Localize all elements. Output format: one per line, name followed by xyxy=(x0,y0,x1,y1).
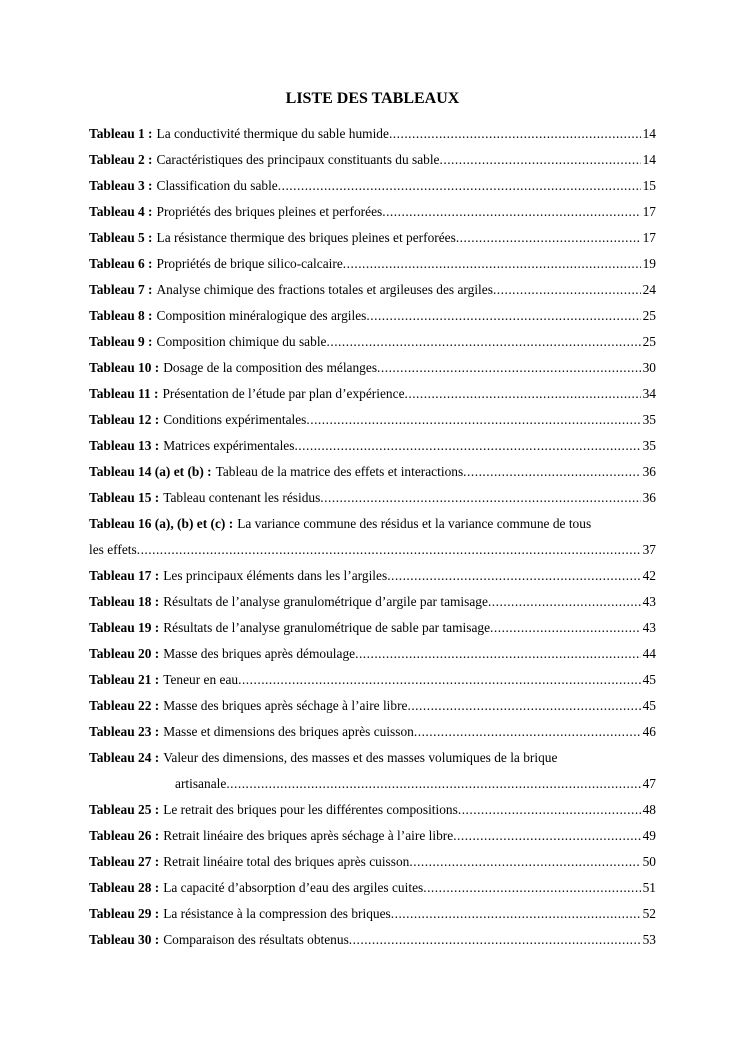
list-item xyxy=(89,407,656,433)
page-number: 36 xyxy=(642,464,656,479)
list-item xyxy=(89,511,656,537)
page-number: 43 xyxy=(642,594,656,609)
list-item xyxy=(89,823,656,849)
table-caption: La résistance à la compression des briques xyxy=(163,906,391,921)
table-list xyxy=(89,121,656,953)
table-label: Tableau 30 : xyxy=(89,932,160,947)
page-number: 50 xyxy=(642,854,656,869)
page-number: 35 xyxy=(642,412,656,427)
page-number: 25 xyxy=(642,334,656,349)
dot-leader xyxy=(493,277,641,303)
table-caption: Composition minéralogique des argiles xyxy=(156,308,367,323)
table-label: Tableau 24 : xyxy=(89,750,160,765)
page-number: 30 xyxy=(642,360,656,375)
table-label: Tableau 6 : xyxy=(89,256,153,271)
table-caption: Propriétés de brique silico-calcaire xyxy=(156,256,343,271)
dot-leader xyxy=(382,199,640,225)
list-item xyxy=(89,901,656,927)
dot-leader xyxy=(490,615,641,641)
page-title: LISTE DES TABLEAUX xyxy=(285,90,460,107)
dot-leader xyxy=(405,381,641,407)
table-caption: Caractéristiques des principaux constituants du sable xyxy=(156,152,440,167)
dot-leader xyxy=(349,927,641,953)
table-label: Tableau 7 : xyxy=(89,282,153,297)
dot-leader xyxy=(294,433,640,459)
page-number: 45 xyxy=(642,672,656,687)
table-label: Tableau 1 : xyxy=(89,126,153,141)
page-number: 44 xyxy=(642,646,656,661)
table-label: Tableau 25 : xyxy=(89,802,160,817)
page-number: 46 xyxy=(642,724,656,739)
list-item xyxy=(89,615,656,641)
table-caption: Résultats de l’analyse granulométrique de sable par tamisage xyxy=(163,620,491,635)
list-item xyxy=(89,927,656,953)
list-item xyxy=(89,329,656,355)
table-caption: La variance commune des résidus et la variance commune de tous xyxy=(237,516,592,531)
table-caption-continuation: les effets xyxy=(89,542,137,557)
table-label: Tableau 14 (a) et (b) : xyxy=(89,464,212,479)
list-item xyxy=(89,147,656,173)
table-label: Tableau 22 : xyxy=(89,698,160,713)
table-label: Tableau 5 : xyxy=(89,230,153,245)
list-item xyxy=(89,797,656,823)
table-label: Tableau 11 : xyxy=(89,386,159,401)
page-number: 43 xyxy=(642,620,656,635)
table-label: Tableau 12 : xyxy=(89,412,160,427)
list-item xyxy=(89,875,656,901)
table-label: Tableau 15 : xyxy=(89,490,160,505)
list-item xyxy=(89,693,656,719)
table-label: Tableau 27 : xyxy=(89,854,160,869)
dot-leader xyxy=(387,563,640,589)
table-caption: Présentation de l’étude par plan d’expérience xyxy=(162,386,405,401)
page-number: 35 xyxy=(642,438,656,453)
list-item xyxy=(89,641,656,667)
dot-leader xyxy=(327,329,641,355)
table-caption: Classification du sable xyxy=(156,178,278,193)
dot-leader xyxy=(320,485,640,511)
dot-leader xyxy=(414,719,641,745)
page-number: 19 xyxy=(642,256,656,271)
table-label: Tableau 8 : xyxy=(89,308,153,323)
table-caption: Tableau contenant les résidus xyxy=(163,490,321,505)
dot-leader xyxy=(389,121,641,147)
table-caption: Retrait linéaire total des briques après cuisson xyxy=(163,854,410,869)
dot-leader xyxy=(226,771,640,797)
dot-leader xyxy=(391,901,641,927)
dot-leader xyxy=(453,823,640,849)
table-caption: Dosage de la composition des mélanges xyxy=(163,360,378,375)
table-caption: Le retrait des briques pour les différentes compositions xyxy=(163,802,458,817)
list-item xyxy=(89,199,656,225)
page-number: 42 xyxy=(642,568,656,583)
table-label: Tableau 17 : xyxy=(89,568,160,583)
page-number: 17 xyxy=(642,230,656,245)
table-caption: La résistance thermique des briques pleines et perforées xyxy=(156,230,456,245)
dot-leader xyxy=(463,459,640,485)
table-caption: Analyse chimique des fractions totales et argileuses des argiles xyxy=(156,282,493,297)
list-item xyxy=(89,277,656,303)
list-item xyxy=(89,745,656,771)
page-number: 47 xyxy=(642,776,656,791)
table-caption: Les principaux éléments dans les l’argiles xyxy=(163,568,388,583)
list-item xyxy=(89,563,656,589)
dot-leader xyxy=(366,303,640,329)
dot-leader xyxy=(377,355,641,381)
table-caption: Retrait linéaire des briques après séchage à l’aire libre xyxy=(163,828,454,843)
table-label: Tableau 9 : xyxy=(89,334,153,349)
table-label: Tableau 10 : xyxy=(89,360,160,375)
table-caption: La capacité d’absorption d’eau des argiles cuites xyxy=(163,880,424,895)
dot-leader xyxy=(355,641,641,667)
list-item xyxy=(89,251,656,277)
table-caption: Masse des briques après séchage à l’aire libre xyxy=(163,698,408,713)
page-number: 14 xyxy=(642,126,656,141)
page-number: 36 xyxy=(642,490,656,505)
table-label: Tableau 19 : xyxy=(89,620,160,635)
table-caption: La conductivité thermique du sable humide xyxy=(156,126,389,141)
table-label: Tableau 18 : xyxy=(89,594,160,609)
dot-leader xyxy=(278,173,641,199)
list-item xyxy=(89,225,656,251)
page-number: 51 xyxy=(642,880,656,895)
table-caption: Valeur des dimensions, des masses et des masses volumiques de la brique xyxy=(163,750,558,765)
dot-leader xyxy=(407,693,640,719)
list-item xyxy=(89,303,656,329)
page-number: 53 xyxy=(642,932,656,947)
list-item-continuation xyxy=(89,537,656,563)
list-item xyxy=(89,849,656,875)
table-label: Tableau 13 : xyxy=(89,438,160,453)
table-caption: Masse des briques après démoulage xyxy=(163,646,356,661)
dot-leader xyxy=(440,147,641,173)
page-number: 17 xyxy=(642,204,656,219)
dot-leader xyxy=(306,407,640,433)
table-label: Tableau 28 : xyxy=(89,880,160,895)
dot-leader xyxy=(458,797,641,823)
table-caption: Masse et dimensions des briques après cuisson xyxy=(163,724,414,739)
table-label: Tableau 21 : xyxy=(89,672,160,687)
table-caption: Conditions expérimentales xyxy=(163,412,307,427)
table-label: Tableau 2 : xyxy=(89,152,153,167)
table-caption: Résultats de l’analyse granulométrique d’argile par tamisage xyxy=(163,594,488,609)
list-item xyxy=(89,121,656,147)
table-caption-continuation: artisanale xyxy=(175,776,227,791)
list-item xyxy=(89,719,656,745)
dot-leader xyxy=(409,849,640,875)
page-number: 49 xyxy=(642,828,656,843)
page-number: 52 xyxy=(642,906,656,921)
dot-leader xyxy=(343,251,641,277)
table-caption: Matrices expérimentales xyxy=(163,438,295,453)
dot-leader xyxy=(456,225,641,251)
table-caption: Teneur en eau xyxy=(163,672,239,687)
page-number: 45 xyxy=(642,698,656,713)
page-number: 24 xyxy=(642,282,656,297)
dot-leader xyxy=(423,875,640,901)
list-item xyxy=(89,381,656,407)
table-caption: Comparaison des résultats obtenus xyxy=(163,932,349,947)
dot-leader xyxy=(488,589,641,615)
table-caption: Tableau de la matrice des effets et interactions xyxy=(215,464,464,479)
page-number: 15 xyxy=(642,178,656,193)
table-label: Tableau 23 : xyxy=(89,724,160,739)
table-label: Tableau 29 : xyxy=(89,906,160,921)
list-item xyxy=(89,459,656,485)
page-number: 37 xyxy=(642,542,656,557)
page-number: 14 xyxy=(642,152,656,167)
table-caption: Composition chimique du sable xyxy=(156,334,327,349)
table-label: Tableau 3 : xyxy=(89,178,153,193)
list-item xyxy=(89,667,656,693)
table-label: Tableau 4 : xyxy=(89,204,153,219)
page-number: 25 xyxy=(642,308,656,323)
dot-leader xyxy=(238,667,641,693)
dot-leader xyxy=(137,537,641,563)
list-item xyxy=(89,173,656,199)
list-item xyxy=(89,433,656,459)
table-label: Tableau 26 : xyxy=(89,828,160,843)
table-caption: Propriétés des briques pleines et perforées xyxy=(156,204,383,219)
list-item xyxy=(89,485,656,511)
table-label: Tableau 16 (a), (b) et (c) : xyxy=(89,516,234,531)
list-item-continuation xyxy=(89,771,656,797)
list-item xyxy=(89,589,656,615)
list-item xyxy=(89,355,656,381)
table-label: Tableau 20 : xyxy=(89,646,160,661)
page-number: 34 xyxy=(642,386,656,401)
page-number: 48 xyxy=(642,802,656,817)
